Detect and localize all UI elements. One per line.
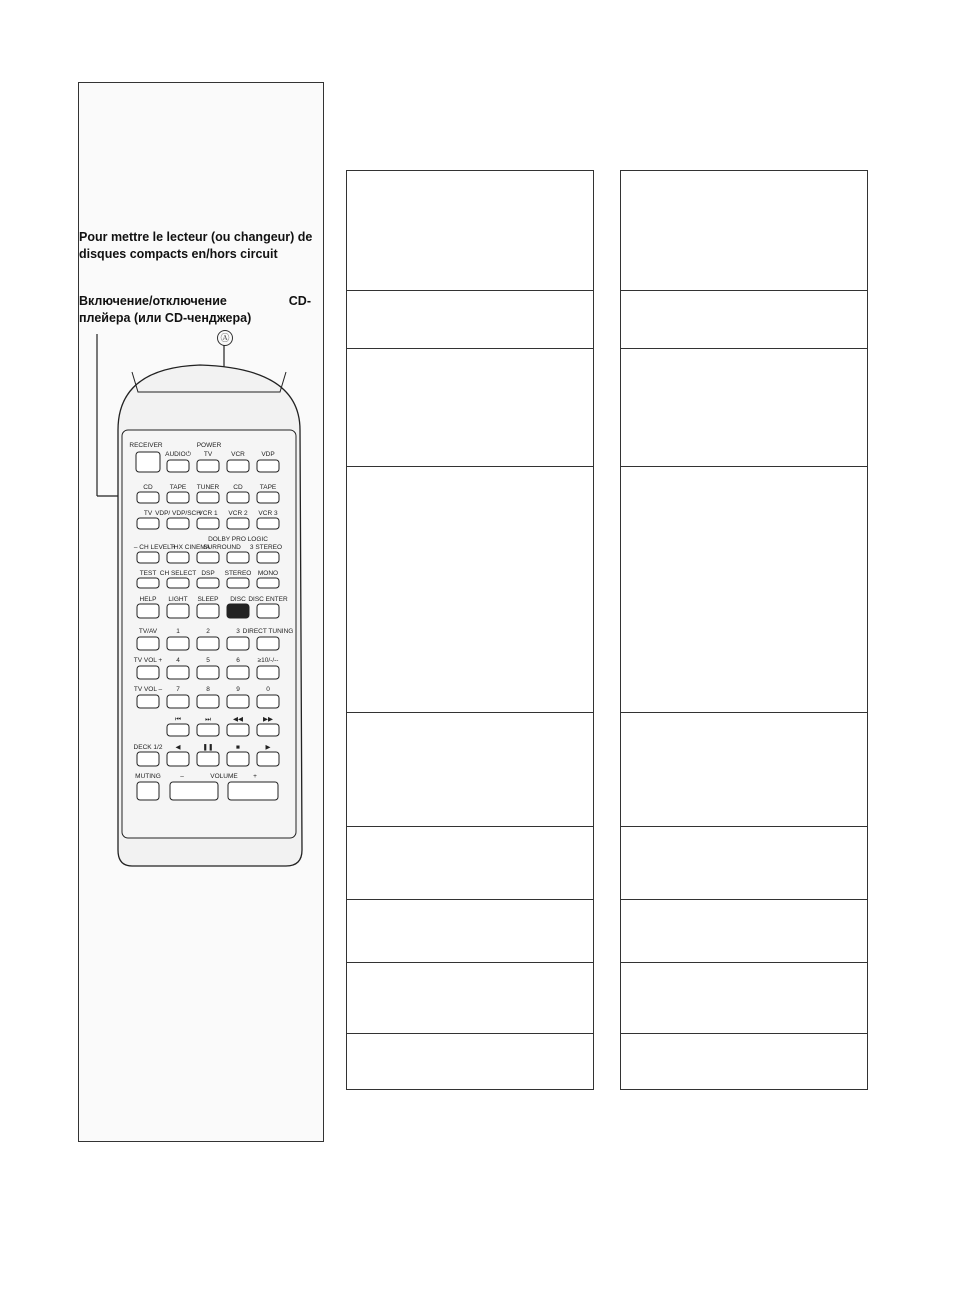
mode-bottom-4-label: MONO bbox=[257, 570, 279, 577]
mode-bottom-0-label: TEST bbox=[139, 570, 157, 577]
key-2-2-button[interactable] bbox=[197, 695, 219, 708]
deck-2-label: ❚❚ bbox=[202, 744, 214, 751]
mode-top-1-button[interactable] bbox=[167, 552, 189, 563]
key-1-1-label: 4 bbox=[176, 657, 180, 664]
key-0-0-button[interactable] bbox=[137, 637, 159, 650]
mode-top-3-label: 3 STEREO bbox=[249, 544, 283, 551]
key-1-3-button[interactable] bbox=[227, 666, 249, 679]
power-0-button[interactable] bbox=[167, 460, 189, 472]
table-left bbox=[346, 170, 594, 1090]
mode-bottom-0-button[interactable] bbox=[137, 578, 159, 588]
key-1-4-label: ≥10/-/-- bbox=[257, 657, 279, 664]
deck-0-button[interactable] bbox=[137, 752, 159, 766]
deck-4-label: ▶ bbox=[265, 744, 271, 751]
func-4-button[interactable] bbox=[257, 604, 279, 618]
transport-0-label: ⏮ bbox=[175, 716, 181, 723]
key-2-0-label: TV VOL – bbox=[133, 686, 163, 693]
table-row bbox=[347, 899, 593, 900]
deck-3-label: ■ bbox=[236, 744, 240, 751]
input-1-label: VDP/ VDP/SCH bbox=[155, 510, 201, 517]
volume-minus-label: – bbox=[180, 773, 184, 780]
mode-top-4-button[interactable] bbox=[257, 552, 279, 563]
table-row bbox=[347, 290, 593, 291]
table-row bbox=[621, 290, 867, 291]
volume-down-button[interactable] bbox=[170, 782, 218, 800]
table-row bbox=[347, 348, 593, 349]
key-0-0-label: TV/AV bbox=[138, 628, 158, 635]
table-row bbox=[621, 712, 867, 713]
source-2-button[interactable] bbox=[197, 492, 219, 503]
deck-1-label: ◀ bbox=[175, 744, 181, 751]
receiver-label: RECEIVER bbox=[129, 442, 163, 449]
key-0-1-button[interactable] bbox=[167, 637, 189, 650]
key-2-0-button[interactable] bbox=[137, 695, 159, 708]
table-row bbox=[347, 962, 593, 963]
muting-label: MUTING bbox=[135, 773, 161, 780]
transport-1-label: ⏭ bbox=[205, 716, 211, 723]
key-1-0-button[interactable] bbox=[137, 666, 159, 679]
table-row bbox=[621, 826, 867, 827]
key-1-4-button[interactable] bbox=[257, 666, 279, 679]
source-3-button[interactable] bbox=[227, 492, 249, 503]
key-2-3-label: 9 bbox=[236, 686, 240, 693]
key-0-4-label: DIRECT TUNING bbox=[242, 628, 294, 635]
caption-russian-line2: плейера (или CD-ченджера) bbox=[79, 311, 252, 325]
source-1-label: TAPE bbox=[169, 484, 187, 491]
key-0-3-label: 3 bbox=[236, 628, 240, 635]
source-2-label: TUNER bbox=[196, 484, 220, 491]
key-2-3-button[interactable] bbox=[227, 695, 249, 708]
func-4-label: DISC ENTER bbox=[248, 596, 288, 603]
caption-french: Pour mettre le lecteur (ou changeur) de disques compacts en/hors circuit bbox=[79, 230, 313, 261]
mode-top-2-label: SURROUND bbox=[203, 544, 241, 551]
mode-bottom-4-button[interactable] bbox=[257, 578, 279, 588]
mode-bottom-2-label: DSP bbox=[201, 570, 215, 577]
power-2-label: VCR bbox=[231, 451, 245, 458]
input-2-button[interactable] bbox=[197, 518, 219, 529]
key-2-4-button[interactable] bbox=[257, 695, 279, 708]
mode-bottom-3-button[interactable] bbox=[227, 578, 249, 588]
power-0-label: AUDIO⏻ bbox=[165, 451, 191, 458]
table-row bbox=[621, 962, 867, 963]
deck-3-button[interactable] bbox=[227, 752, 249, 766]
power-1-label: TV bbox=[203, 451, 213, 458]
dolby-label: DOLBY PRO LOGIC bbox=[208, 536, 268, 543]
key-0-2-label: 2 bbox=[206, 628, 210, 635]
marker-a: Ⓐ bbox=[217, 330, 233, 346]
mode-bottom-2-button[interactable] bbox=[197, 578, 219, 588]
key-1-1-button[interactable] bbox=[167, 666, 189, 679]
table-row bbox=[621, 899, 867, 900]
key-2-1-label: 7 bbox=[176, 686, 180, 693]
deck-1-button[interactable] bbox=[167, 752, 189, 766]
power-1-button[interactable] bbox=[197, 460, 219, 472]
source-0-button[interactable] bbox=[137, 492, 159, 503]
func-1-button[interactable] bbox=[167, 604, 189, 618]
mode-bottom-3-label: STEREO bbox=[224, 570, 252, 577]
table-row bbox=[347, 466, 593, 467]
table-row bbox=[347, 826, 593, 827]
source-0-label: CD bbox=[143, 484, 153, 491]
key-1-0-label: TV VOL + bbox=[133, 657, 163, 664]
volume-label: VOLUME bbox=[210, 773, 238, 780]
func-3-label: DISC bbox=[230, 596, 246, 603]
power-3-button[interactable] bbox=[257, 460, 279, 472]
input-3-label: VCR 2 bbox=[228, 510, 248, 517]
volume-up-button[interactable] bbox=[228, 782, 278, 800]
key-2-4-label: 0 bbox=[266, 686, 270, 693]
transport-3-button[interactable] bbox=[257, 724, 279, 736]
source-1-button[interactable] bbox=[167, 492, 189, 503]
deck-4-button[interactable] bbox=[257, 752, 279, 766]
table-row bbox=[621, 348, 867, 349]
source-4-button[interactable] bbox=[257, 492, 279, 503]
mode-top-0-button[interactable] bbox=[137, 552, 159, 563]
func-0-label: HELP bbox=[139, 596, 157, 603]
muting-button[interactable] bbox=[137, 782, 159, 800]
mode-bottom-1-button[interactable] bbox=[167, 578, 189, 588]
key-0-3-button[interactable] bbox=[227, 637, 249, 650]
input-0-label: TV bbox=[143, 510, 153, 517]
source-3-label: CD bbox=[233, 484, 243, 491]
key-1-3-label: 6 bbox=[236, 657, 240, 664]
mode-top-3-button[interactable] bbox=[227, 552, 249, 563]
volume-plus-label: + bbox=[253, 773, 257, 780]
receiver-button[interactable] bbox=[136, 452, 160, 472]
table-row bbox=[621, 466, 867, 467]
source-4-label: TAPE bbox=[259, 484, 277, 491]
mode-bottom-1-label: CH SELECT bbox=[159, 570, 197, 577]
func-2-button[interactable] bbox=[197, 604, 219, 618]
key-2-1-button[interactable] bbox=[167, 695, 189, 708]
table-row bbox=[347, 712, 593, 713]
func-0-button[interactable] bbox=[137, 604, 159, 618]
caption-russian-main: Включение/отключение bbox=[79, 294, 227, 308]
key-0-1-label: 1 bbox=[176, 628, 180, 635]
input-4-button[interactable] bbox=[257, 518, 279, 529]
power-3-label: VDP bbox=[261, 451, 275, 458]
input-1-button[interactable] bbox=[167, 518, 189, 529]
transport-2-label: ◀◀ bbox=[233, 716, 243, 723]
input-2-label: VCR 1 bbox=[198, 510, 218, 517]
key-0-2-button[interactable] bbox=[197, 637, 219, 650]
input-4-label: VCR 3 bbox=[258, 510, 278, 517]
power-label: POWER bbox=[196, 442, 222, 449]
deck-2-button[interactable] bbox=[197, 752, 219, 766]
func-1-label: LIGHT bbox=[168, 596, 188, 603]
power-2-button[interactable] bbox=[227, 460, 249, 472]
table-right bbox=[620, 170, 868, 1090]
mode-top-1-label: THX CINEMA bbox=[169, 544, 211, 551]
table-row bbox=[347, 1033, 593, 1034]
func-3-button[interactable] bbox=[227, 604, 249, 618]
transport-3-label: ▶▶ bbox=[263, 716, 273, 723]
func-2-label: SLEEP bbox=[197, 596, 219, 603]
transport-2-button[interactable] bbox=[227, 724, 249, 736]
input-3-button[interactable] bbox=[227, 518, 249, 529]
deck-0-label: DECK 1/2 bbox=[133, 744, 163, 751]
table-row bbox=[621, 1033, 867, 1034]
transport-1-button[interactable] bbox=[197, 724, 219, 736]
input-0-button[interactable] bbox=[137, 518, 159, 529]
mode-top-0-label: – CH LEVEL + bbox=[133, 544, 177, 551]
key-1-2-button[interactable] bbox=[197, 666, 219, 679]
key-0-4-button[interactable] bbox=[257, 637, 279, 650]
mode-top-2-button[interactable] bbox=[197, 552, 219, 563]
key-1-2-label: 5 bbox=[206, 657, 210, 664]
key-2-2-label: 8 bbox=[206, 686, 210, 693]
caption-russian-cd: CD- bbox=[288, 294, 311, 308]
transport-0-button[interactable] bbox=[167, 724, 189, 736]
